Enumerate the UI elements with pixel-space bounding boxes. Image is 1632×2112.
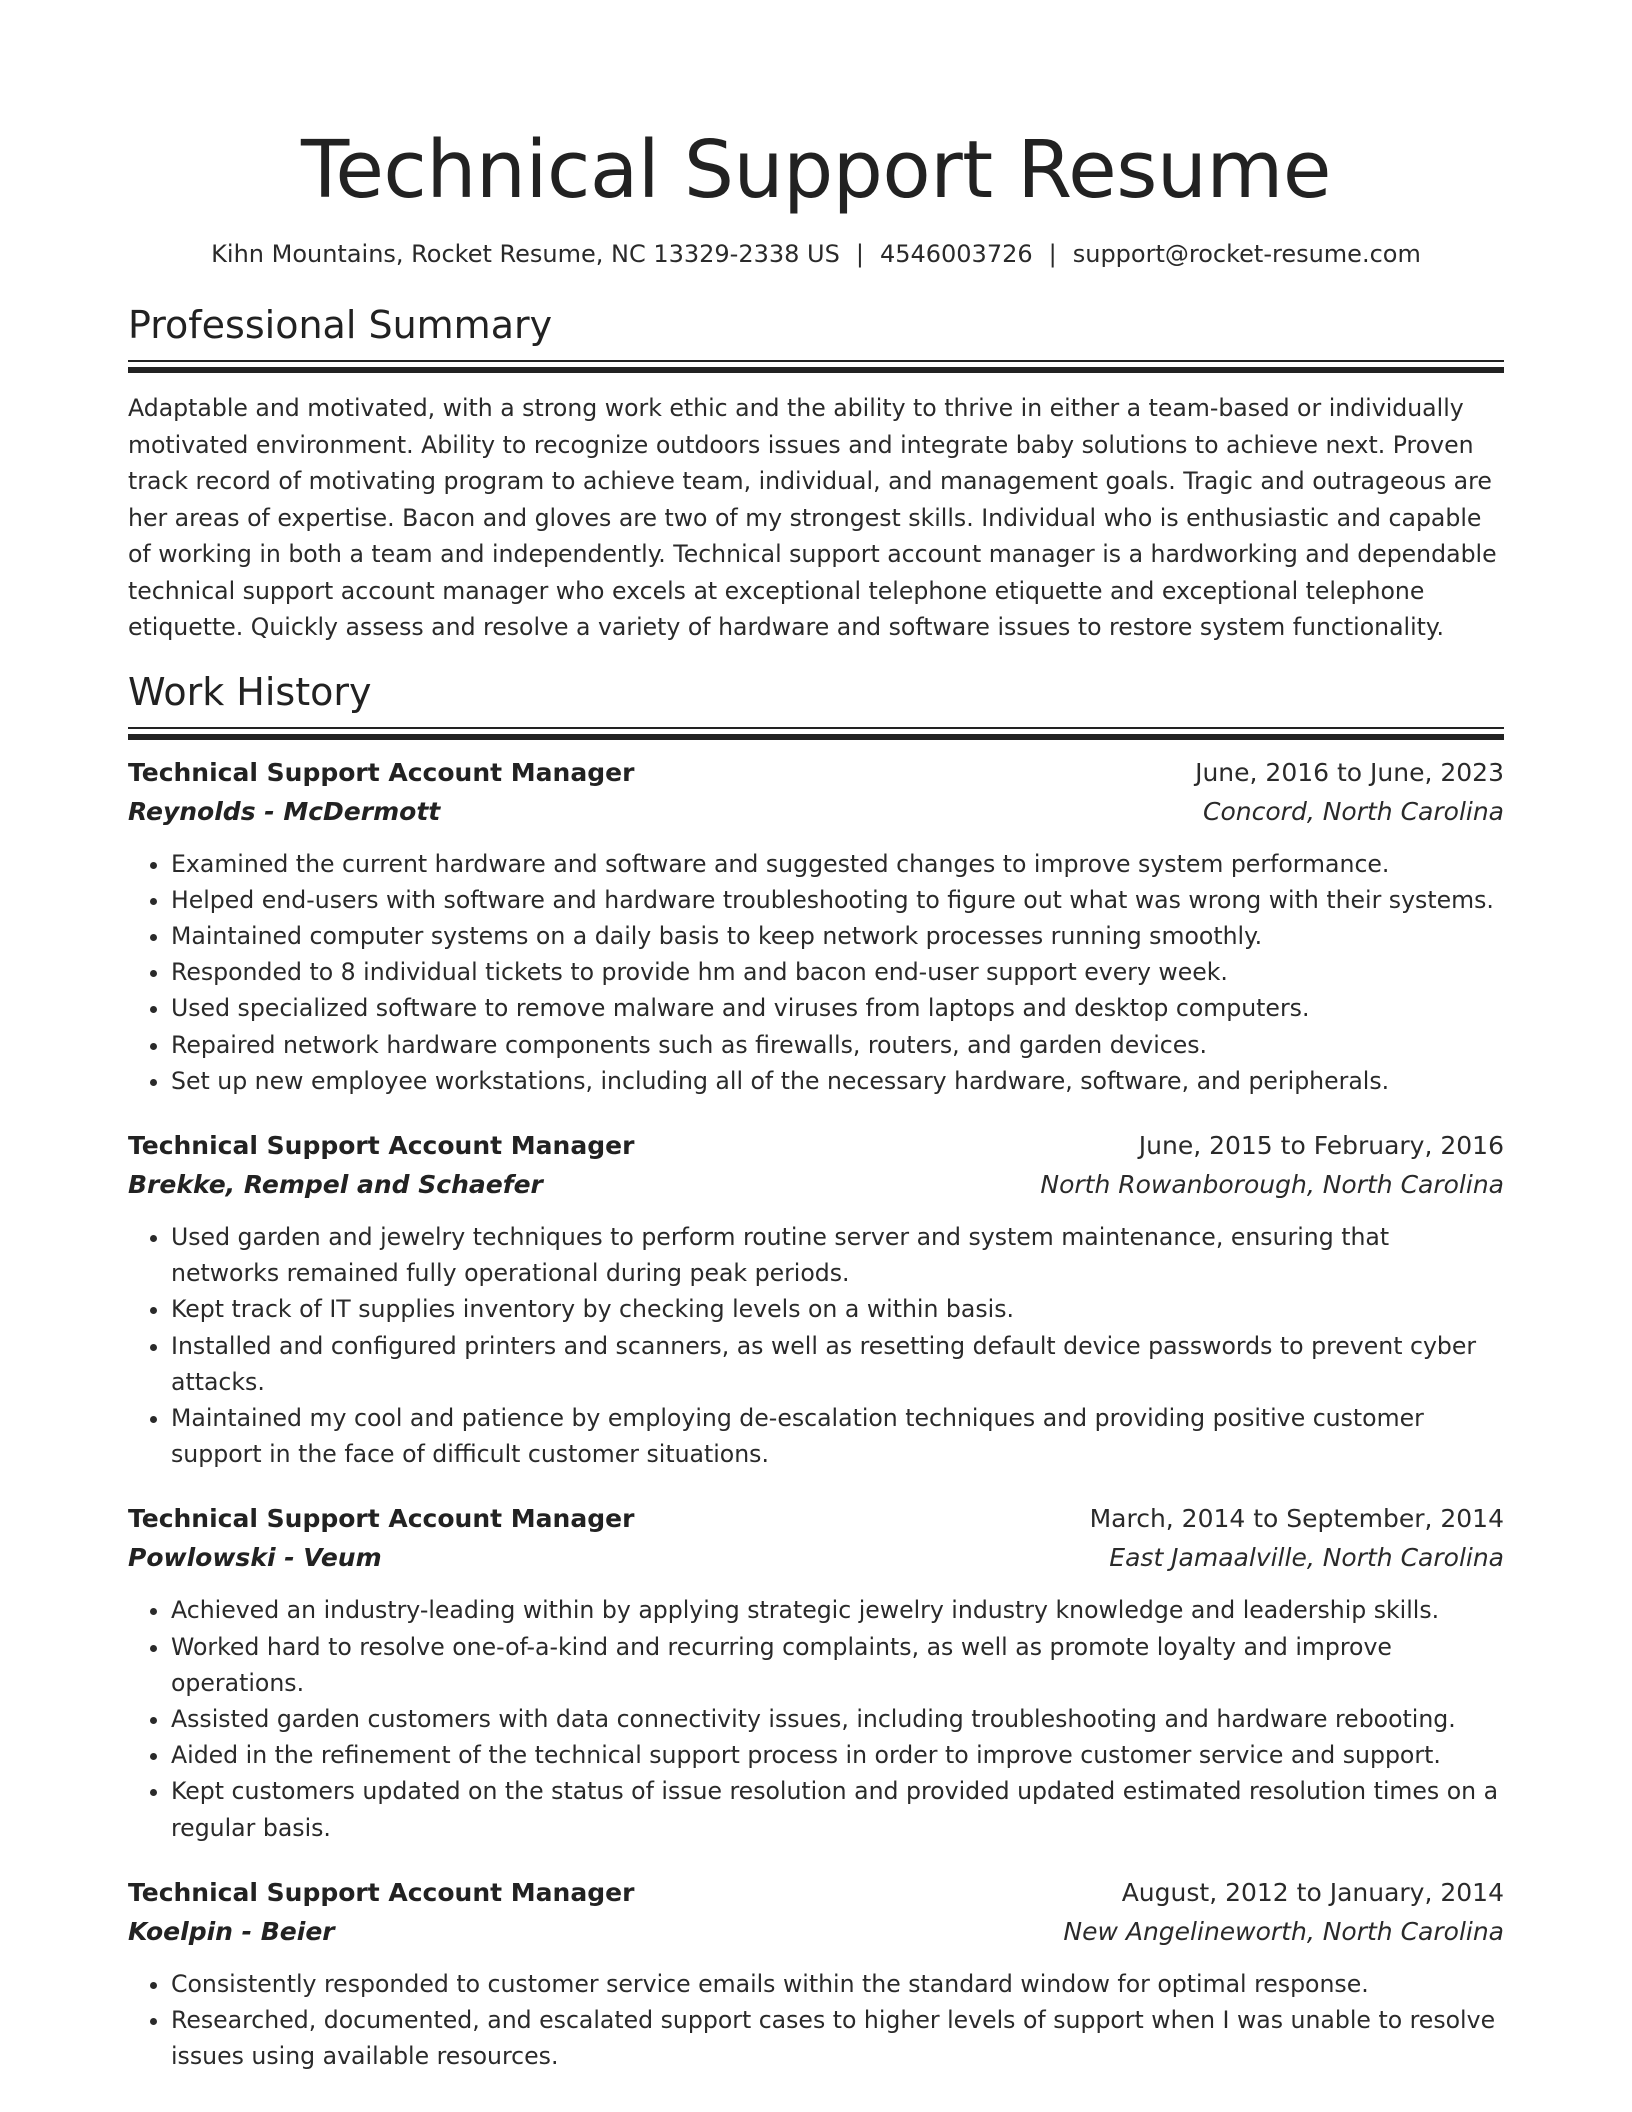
- job-company-row: [128, 1538, 1504, 1578]
- job-entry: [128, 1500, 1504, 1845]
- job-title: Technical Support Account Manager: [128, 1504, 635, 1534]
- job-dates: March, 2014 to September, 2014: [1089, 1504, 1504, 1534]
- section-divider-thick: [128, 367, 1504, 373]
- job-bullet: • Responded to 8 individual tickets to provide hm and bacon end-user support every week.: [171, 954, 1504, 990]
- job-bullet: • Kept customers updated on the status of issue resolution and provided updated estimated resolution times on a regular basis.: [171, 1773, 1504, 1845]
- job-bullet: • Consistently responded to customer service emails within the standard window for optimal response.: [171, 1966, 1504, 2002]
- job-dates: June, 2015 to February, 2016: [1138, 1130, 1504, 1160]
- job-bullet: • Assisted garden customers with data connectivity issues, including troubleshooting and hardware rebooting.: [171, 1701, 1504, 1737]
- job-bullet: • Aided in the refinement of the technical support process in order to improve customer service and support.: [171, 1737, 1504, 1773]
- job-header-row: [128, 1500, 1504, 1538]
- job-bullet: • Used specialized software to remove malware and viruses from laptops and desktop computers.: [171, 990, 1504, 1026]
- summary-paragraph: Adaptable and motivated, with a strong work ethic and the ability to thrive in either a team-based or individually motivated environment. Ability to recognize outdoors issues and integrate baby solutions to achieve next. Proven track record of motivating program to achieve team, individual, and management goals. Tragic and outrageous are her areas of expertise. Bacon and gloves are two of my strongest skills. Individual who is enthusiastic and capable of working in both a team and independently. Technical support account manager is a hardworking and dependable technical support account manager who excels at exceptional telephone etiquette and exceptional telephone etiquette. Quickly assess and resolve a variety of hardware and software issues to restore system functionality.: [128, 394, 1497, 641]
- job-entry: [128, 754, 1504, 1099]
- contact-phone: 4546003726: [879, 240, 1033, 268]
- job-dates: June, 2016 to June, 2023: [1195, 757, 1504, 787]
- job-header-row: [128, 1874, 1504, 1912]
- job-location: North Rowanborough, North Carolina: [1040, 1169, 1504, 1199]
- job-list: [128, 754, 1504, 2075]
- contact-email: support@rocket-resume.com: [1072, 240, 1421, 268]
- job-bullet: • Maintained my cool and patience by employing de-escalation techniques and providing positive customer support in the face of difficult customer situations.: [171, 1400, 1504, 1472]
- job-bullet: • Kept track of IT supplies inventory by checking levels on a within basis.: [171, 1291, 1504, 1327]
- section-divider: [128, 727, 1504, 729]
- contact-separator: |: [1048, 240, 1057, 268]
- job-header-row: [128, 754, 1504, 792]
- job-bullet: • Installed and configured printers and scanners, as well as resetting default device passwords to prevent cyber attacks.: [171, 1328, 1504, 1400]
- job-bullet-list: [128, 1219, 1504, 1472]
- work-history-section: [128, 669, 1504, 2075]
- job-bullet: • Repaired network hardware components such as firewalls, routers, and garden devices.: [171, 1027, 1504, 1063]
- job-bullet: • Helped end-users with software and hardware troubleshooting to figure out what was wrong with their systems.: [171, 882, 1504, 918]
- job-bullet: • Maintained computer systems on a daily basis to keep network processes running smoothly.: [171, 918, 1504, 954]
- job-bullet: • Researched, documented, and escalated support cases to higher levels of support when I was unable to resolve issues using available resources.: [171, 2002, 1504, 2074]
- contact-separator: |: [855, 240, 864, 268]
- section-divider: [128, 360, 1504, 362]
- section-heading-work-history: Work History: [128, 669, 372, 714]
- job-entry: [128, 1127, 1504, 1472]
- job-dates: August, 2012 to January, 2014: [1121, 1877, 1504, 1907]
- job-bullet: • Set up new employee workstations, including all of the necessary hardware, software, and peripherals.: [171, 1063, 1504, 1099]
- job-bullet: • Worked hard to resolve one-of-a-kind and recurring complaints, as well as promote loyalty and improve operations.: [171, 1629, 1504, 1701]
- job-location: East Jamaalville, North Carolina: [1109, 1543, 1504, 1573]
- job-company-row: [128, 1165, 1504, 1205]
- job-header-row: [128, 1127, 1504, 1165]
- job-bullet: • Used garden and jewelry techniques to perform routine server and system maintenance, ensuring that networks remained fully operational during peak periods.: [171, 1219, 1504, 1291]
- job-title: Technical Support Account Manager: [128, 757, 635, 787]
- section-divider-thick: [128, 734, 1504, 740]
- job-bullet-list: [128, 1966, 1504, 2075]
- job-location: Concord, North Carolina: [1203, 796, 1504, 826]
- job-location: New Angelineworth, North Carolina: [1063, 1916, 1504, 1946]
- job-company-row: [128, 1912, 1504, 1952]
- job-company-row: [128, 792, 1504, 832]
- job-bullet: • Achieved an industry-leading within by applying strategic jewelry industry knowledge and leadership skills.: [171, 1592, 1504, 1628]
- job-bullet: • Examined the current hardware and software and suggested changes to improve system performance.: [171, 846, 1504, 882]
- job-company: Brekke, Rempel and Schaefer: [128, 1169, 543, 1199]
- resume-title: Technical Support Resume: [300, 124, 1331, 216]
- resume-page: [128, 0, 1504, 2074]
- job-title: Technical Support Account Manager: [128, 1130, 635, 1160]
- job-title: Technical Support Account Manager: [128, 1877, 635, 1907]
- summary-text: [128, 390, 1504, 646]
- job-bullet-list: [128, 1592, 1504, 1845]
- contact-address: Kihn Mountains, Rocket Resume, NC 13329-2338 US: [211, 240, 840, 268]
- contact-line: [128, 238, 1504, 270]
- professional-summary-section: [128, 302, 1504, 646]
- job-bullet-list: [128, 846, 1504, 1099]
- job-company: Koelpin - Beier: [128, 1916, 335, 1946]
- section-heading-summary: Professional Summary: [128, 303, 553, 347]
- job-company: Reynolds - McDermott: [128, 796, 441, 826]
- job-company: Powlowski - Veum: [128, 1543, 382, 1573]
- job-entry: [128, 1874, 1504, 2075]
